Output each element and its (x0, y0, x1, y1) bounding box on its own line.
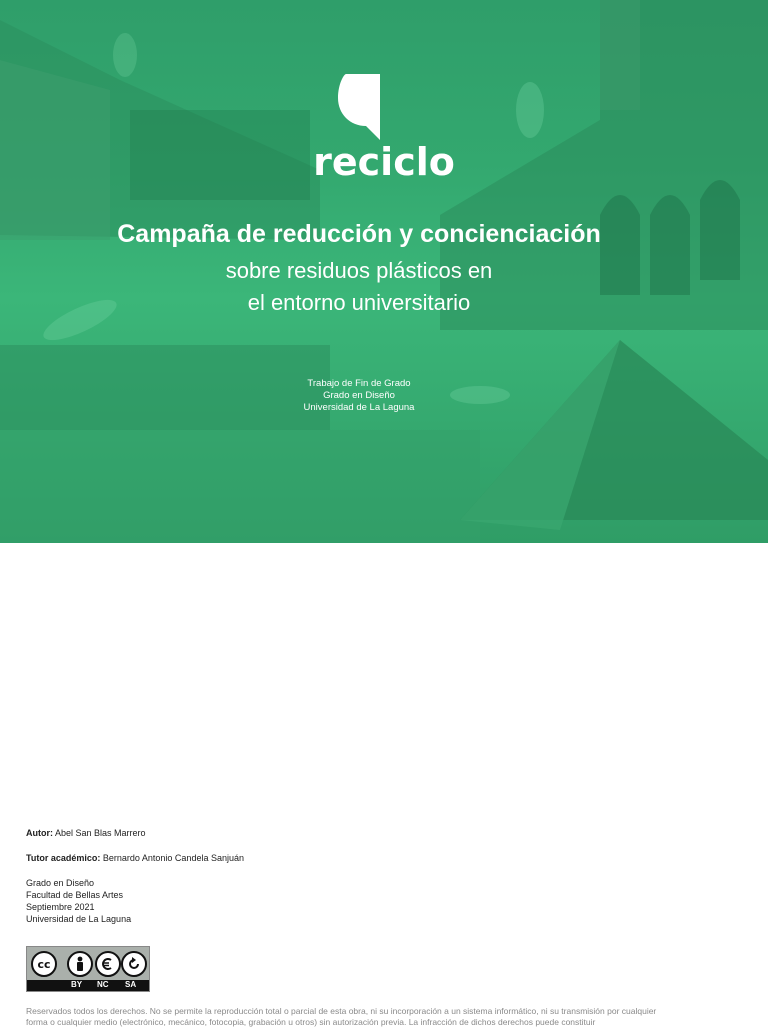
subtitle-tfg: Trabajo de Fin de Grado (307, 378, 411, 389)
degree-line: Grado en Diseño (26, 878, 95, 888)
subtitle-university: Universidad de La Laguna (303, 402, 415, 413)
subtitle-degree: Grado en Diseño (323, 390, 395, 401)
author-label: Autor: (26, 828, 53, 838)
nc-label: NC (97, 980, 109, 989)
author-name: Abel San Blas Marrero (55, 828, 146, 838)
lawn (0, 430, 480, 543)
faculty-line: Facultad de Bellas Artes (26, 890, 124, 900)
noncommercial-icon (95, 951, 121, 977)
logo-wordmark: reciclo (313, 140, 455, 184)
title-line-3: el entorno universitario (247, 290, 471, 315)
bottle-shape-2 (516, 82, 544, 138)
date-line: Septiembre 2021 (26, 902, 95, 912)
tutor-label: Tutor académico: (26, 853, 101, 863)
tutor-line (26, 853, 244, 864)
title-main: Campaña de reducción y concienciación (117, 220, 601, 248)
cc-icon: cc (31, 951, 57, 977)
creative-commons-badge[interactable] (26, 946, 150, 992)
tower (600, 0, 640, 110)
sa-label: SA (125, 980, 137, 989)
tutor-name: Bernardo Antonio Candela Sanjuán (102, 853, 244, 863)
author-line (26, 828, 146, 839)
attribution-icon (67, 951, 93, 977)
university-line: Universidad de La Laguna (26, 914, 132, 924)
sharealike-icon (121, 951, 147, 977)
reciclo-logo-icon (336, 72, 384, 142)
rights-notice: Reservados todos los derechos. No se permite la reproducción total o parcial de esta obra, ni su incorporación a un sistema informático, ni su transmisión por cualquier forma o cualquier medio (electrónico, mecánico, fotocopia, grabación u otros) sin autorización previa. La infracción de dichos derechos puede constituir (26, 1006, 657, 1027)
title-line-2: sobre residuos plásticos en (225, 258, 493, 283)
bottle-shape-4 (113, 33, 137, 77)
by-label: BY (71, 980, 83, 989)
